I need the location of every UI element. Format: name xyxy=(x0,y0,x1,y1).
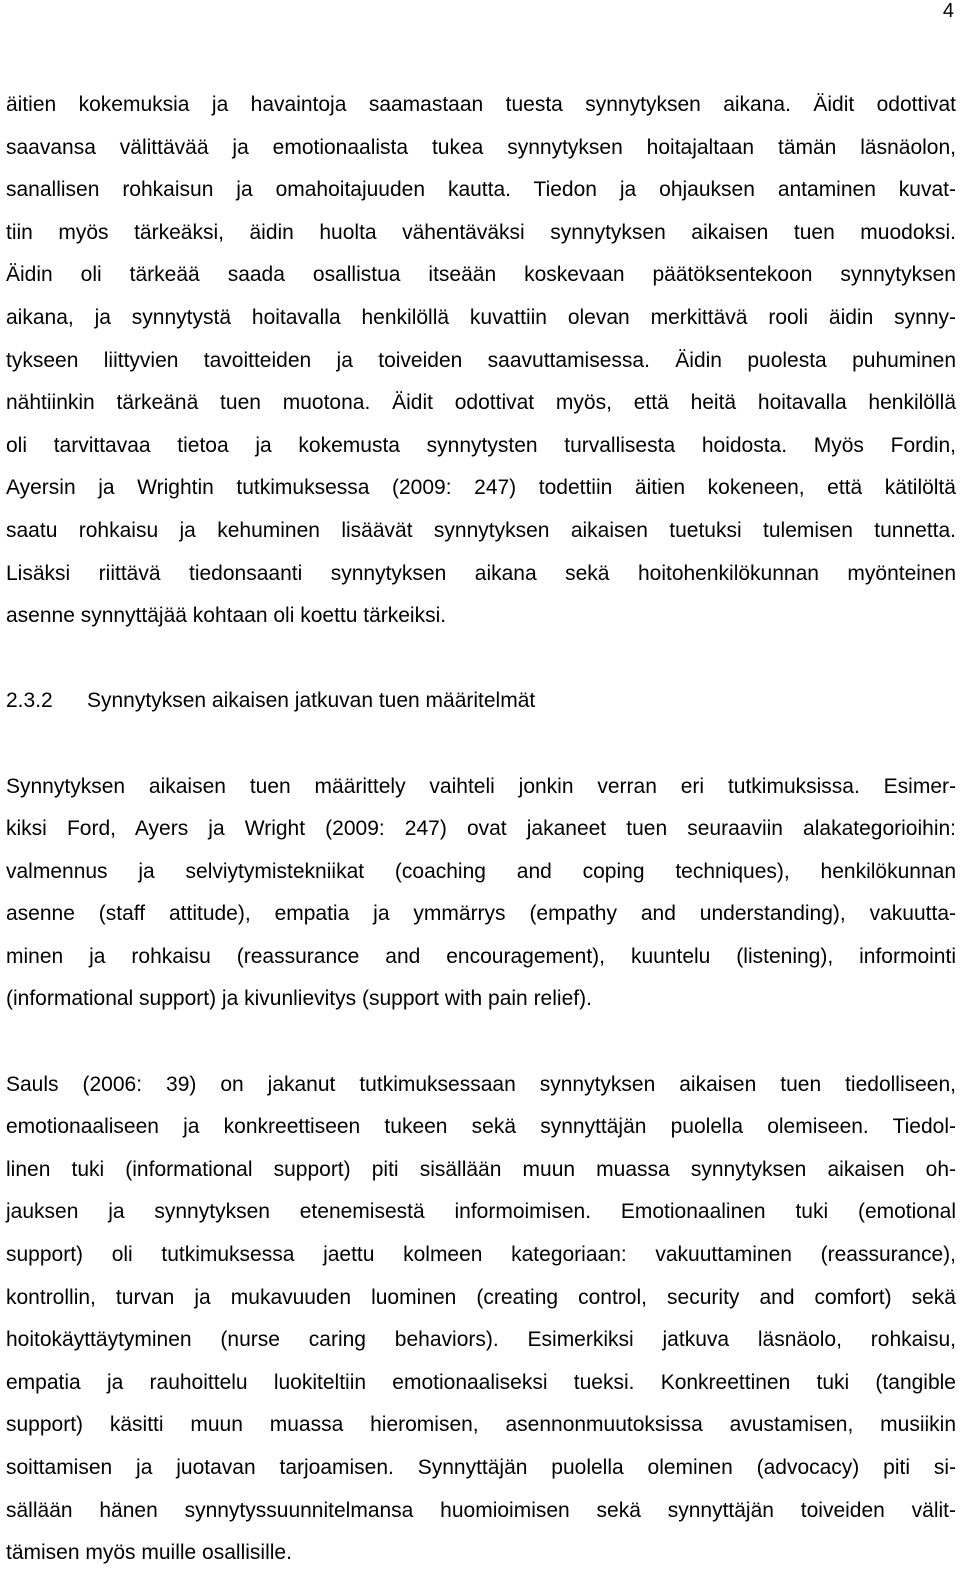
paragraph-2-line: (informational support) ja kivunlievitys (support with pain relief). xyxy=(6,987,592,1011)
paragraph-2-line: kiksi Ford, Ayers ja Wright (2009: 247) ovat jakaneet tuen seuraaviin alakategorioihin: xyxy=(6,817,956,841)
paragraph-3-line: Sauls (2006: 39) on jakanut tutkimuksessaan synnytyksen aikaisen tuen tiedolliseen, xyxy=(6,1072,956,1096)
paragraph-1-line: oli tarvittavaa tietoa ja kokemusta synnytysten turvallisesta hoidosta. Myös Fordin, xyxy=(6,433,956,457)
paragraph-1-line: äitien kokemuksia ja havaintoja saamastaan tuesta synnytyksen aikana. Äidit odottivat xyxy=(6,93,956,116)
paragraph-1 xyxy=(6,84,956,638)
paragraph-3-line: support) käsitti muun muassa hieromisen, asennonmuutoksissa avustamisen, musiikin xyxy=(6,1413,956,1437)
paragraph-2-line: valmennus ja selviytymistekniikat (coaching and coping techniques), henkilökunnan xyxy=(6,859,956,883)
paragraph-1-line: tiin myös tärkeäksi, äidin huolta vähentäväksi synnytyksen aikaisen tuen muodoksi. xyxy=(6,220,956,244)
paragraph-3-line: hoitokäyttäytyminen (nurse caring behaviors). Esimerkiksi jatkuva läsnäolo, rohkaisu, xyxy=(6,1328,956,1352)
paragraph-3-line: jauksen ja synnytyksen etenemisestä informoimisen. Emotionaalinen tuki (emotional xyxy=(6,1200,956,1224)
paragraph-1-line: Äidin oli tärkeää saada osallistua itseään koskevaan päätöksentekoon synnytyksen xyxy=(6,263,956,287)
paragraph-2-line: asenne (staff attitude), empatia ja ymmärrys (empathy and understanding), vakuutta- xyxy=(6,902,956,926)
section-title: Synnytyksen aikaisen jatkuvan tuen määritelmät xyxy=(87,689,536,713)
paragraph-1-line: saavansa välittävää ja emotionaalista tukea synnytyksen hoitajaltaan tämän läsnäolon, xyxy=(6,135,956,159)
paragraph-2-line: minen ja rohkaisu (reassurance and encouragement), kuuntelu (listening), informointi xyxy=(6,944,956,968)
paragraph-1-line: saatu rohkaisu ja kehuminen lisäävät synnytyksen aikaisen tuetuksi tulemisen tunnetta. xyxy=(6,518,956,542)
document-body xyxy=(6,84,956,1575)
paragraph-2 xyxy=(6,766,956,1022)
paragraph-3-line: tämisen myös muille osallisille. xyxy=(6,1541,292,1565)
paragraph-1-line: asenne synnyttäjää kohtaan oli koettu tärkeiksi. xyxy=(6,604,447,628)
paragraph-3-line: linen tuki (informational support) piti sisällään muun muassa synnytyksen aikaisen oh- xyxy=(6,1157,956,1181)
paragraph-3-line: empatia ja rauhoittelu luokiteltiin emotionaaliseksi tueksi. Konkreettinen tuki (tangible xyxy=(6,1370,956,1394)
paragraph-3-line: emotionaaliseen ja konkreettiseen tukeen sekä synnyttäjän puolella olemiseen. Tiedol- xyxy=(6,1115,956,1139)
paragraph-1-line: nähtiinkin tärkeänä tuen muotona. Äidit odottivat myös, että heitä hoitavalla henkilöllä xyxy=(6,391,956,415)
paragraph-3-line: sällään hänen synnytyssuunnitelmansa huomioimisen sekä synnyttäjän toiveiden välit- xyxy=(6,1498,956,1522)
paragraph-1-line: tykseen liittyvien tavoitteiden ja toiveiden saavuttamisessa. Äidin puolesta puhuminen xyxy=(6,348,956,372)
paragraph-1-line: sanallisen rohkaisun ja omahoitajuuden kautta. Tiedon ja ohjauksen antaminen kuvat- xyxy=(6,178,956,202)
paragraph-3-line: support) oli tutkimuksessa jaettu kolmeen kategoriaan: vakuuttaminen (reassurance), xyxy=(6,1243,956,1267)
paragraph-2-line: Synnytyksen aikaisen tuen määrittely vaihteli jonkin verran eri tutkimuksissa. Esimer- xyxy=(6,774,956,798)
section-heading xyxy=(6,680,956,723)
section-number: 2.3.2 xyxy=(6,689,53,713)
page-number: 4 xyxy=(942,0,954,22)
paragraph-1-line: aikana, ja synnytystä hoitavalla henkilöllä kuvattiin olevan merkittävä rooli äidin synny- xyxy=(6,305,956,329)
paragraph-3-line: kontrollin, turvan ja mukavuuden luominen (creating control, security and comfort) sekä xyxy=(6,1285,956,1309)
paragraph-1-line: Ayersin ja Wrightin tutkimuksessa (2009: 247) todettiin äitien kokeneen, että kätilöltä xyxy=(6,476,956,500)
paragraph-1-line: Lisäksi riittävä tiedonsaanti synnytyksen aikana sekä hoitohenkilökunnan myönteinen xyxy=(6,561,956,585)
paragraph-3-line: soittamisen ja juotavan tarjoamisen. Synnyttäjän puolella oleminen (advocacy) piti si- xyxy=(6,1456,956,1479)
paragraph-3 xyxy=(6,1064,956,1575)
